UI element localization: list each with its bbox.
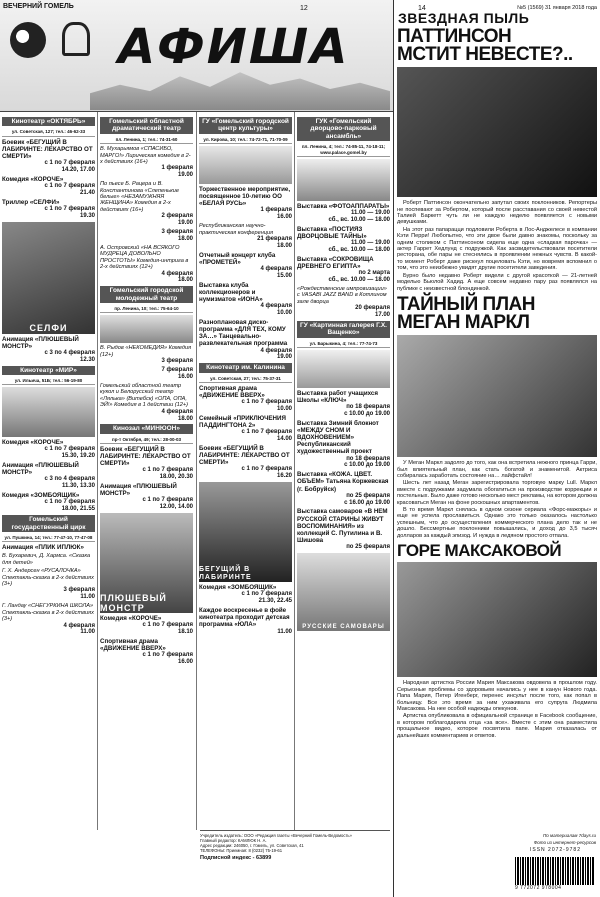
page-number-left: 12 [300, 5, 308, 12]
listing: 7 февраля 16.00 [161, 367, 193, 381]
listing: Триллер «СЕЛФИ» с 1 по 7 февраля 19.30 [2, 198, 95, 219]
palace-photo [297, 159, 390, 201]
venue-address: ул. Барыкина, 4; тел.: 77-74-73 [297, 340, 390, 348]
listing: Комедия «КОРОЧЕ» с 1 по 7 февраля 18.10 [100, 615, 193, 636]
listing: Комедия «ЗОМБОЯЩИК» с 1 по 7 февраля 21.30, 22.45 [199, 584, 292, 605]
listing: Анимация «ПЛЮШЕВЫЙ МОНСТР» с 1 по 7 февраля 12.00, 14.00 [100, 483, 193, 511]
listing: Семейный «ПРИКЛЮЧЕНИЯ ПАДДИНГТОНА 2» с 1 по 7 февраля 14.00 [199, 415, 292, 443]
imprint [200, 830, 390, 862]
listing: Комедия «ЗОМБОЯЩИК» с 1 по 7 февраля 18.00, 21.55 [2, 492, 95, 513]
venue-title: Гомельский городской молодежный театр [100, 286, 193, 303]
listing: Выставка работ учащихся Школы «КЛЮЧ» по 18 февраля с 10.00 до 19.00 [297, 389, 390, 418]
listing: В. Бухаревич, Д. Хармса. «Сказка для детей» [2, 553, 91, 566]
lyre-icon [62, 22, 90, 56]
venue-address: ул. Пушкина, 14; тел.: 77-47-10, 77-47-08 [2, 534, 95, 542]
listing: Разноплановая диско-программа «ДЛЯ ТЕХ, КОМУ ЗА…» Танцевально-развлекательная программа 4 февраля 19.00 [199, 319, 292, 361]
column-2 [100, 117, 193, 829]
article-1-paragraph: Бурно было недавно Роберт видели с другой красоткой — 21-летней моделью Бьюлой Хадид. А еще совсем недавно пару раз появлялся на публике с неизвестной блондинкой. [397, 272, 597, 292]
article-3-paragraph: Артистка опубликовала в официальной странице в Facebook сообщение, в котором поблагодарила отца «за все». Вместе с этим она разместила прощальное видео, которое посвятила папе. Мария отказалась от дальнейших комментариев и ответов. [397, 713, 597, 739]
listing: А. Островский «НА ВСЯКОГО МУДРЕЦА ДОВОЛЬНО ПРОСТОТЫ» Комедия-интрига в 2-х действиях (12+) 4 февраля 18.00 [100, 244, 193, 284]
barcode [515, 857, 595, 885]
listing: В. Рыдов «НЕКОМЕДИЯ» Комедия (12+) 3 февраля [100, 345, 193, 365]
movie-poster: БЕГУЩИЙ В ЛАБИРИНТЕ [199, 482, 292, 582]
listing: Комедия «КОРОЧЕ» с 1 по 7 февраля 15.30, 19.20 [2, 439, 95, 460]
photo-credit: Фото из интернет-ресурсов [533, 840, 596, 845]
article-3-paragraph: Народная артистка России Мария Максакова овдовела в прошлом году. Серьезные проблемы со здоровьем начались у нее в канун Нового года. Папа Мария, Петер Игенберг, перенес инсульт после того, как попал в больницу. Все это время за ним ухаживала его супруга Людмила Максакова. На нее особой надежды опекунов. [397, 680, 597, 712]
listing: Гомельский областной театр кукол и Белорусский театр «Лялька» (Витебск) «ОПА, ОПА, ЭЙ!» Комедия в 1 действии (12+) 4 февраля 18.00 [100, 382, 193, 422]
listing: Спортивная драма «ДВИЖЕНИЕ ВВЕРХ» с 1 по 7 февраля 16.00 [100, 638, 193, 666]
article-2-headline-2: МЕГАН МАРКЛ [397, 312, 530, 334]
listing: Каждое воскресенье в фойе кинотеатра проходит детская программа «ЮЛА» 11.00 [199, 607, 292, 635]
venue-title: Кинотеатр «ОКТЯБРЬ» [2, 117, 95, 126]
venue-address: пр. Ленина, 10; тел.: 75-64-10 [100, 305, 193, 313]
movie-poster: СЕЛФИ [2, 222, 95, 334]
maksakova-photo [397, 562, 597, 677]
imprint-founder: Учредитель издатель: ООО «Редакция газеты «Вечерний Гомель-Ведомость» [200, 833, 352, 838]
movie-poster: ПЛЮШЕВЫЙ МОНСТР [100, 513, 193, 613]
venue-address: пл. Ленина, 1; тел.: 74-31-60 [100, 136, 193, 144]
listing: Анимация «ПЛЮШЕВЫЙ МОНСТР» с 3 по 4 февраля 12.30 [2, 335, 95, 363]
column-1 [2, 117, 95, 829]
venue-title: Кинозал «МИНЮОН» [100, 424, 193, 433]
listing: Боевик «БЕГУЩИЙ В ЛАБИРИНТЕ: ЛЕКАРСТВО ОТ СМЕРТИ» с 1 по 7 февраля 18.00, 20.30 [100, 446, 193, 481]
venue-title: Кинотеатр им. Калинина [199, 363, 292, 372]
listing: Выставка «ФОТОАППАРАТЫ» 11.00 — 19.00 сб., вс. 10.00 — 18.00 [297, 202, 390, 223]
article-1-paragraph: На этот раз папарацци подловили Роберта в Лос-Анджелесе в компании Кэти Перри! Любопытно, что эти двое были давно знакомы, поскольку за одним столиком с Паттинсоном сидела еще одна «сладкая парочка» — актер Гаррет Хедлунд с подружкой. Как засвидетельствовали посетители ресторана, обе пары не стеснялись в проявлении нежных чувств. В какой-то момент Роберт даже рискнул поцеловать Кэти, но вовремя вспомнил о том, что это неизбежно увидят другие посетители заведения. [397, 226, 597, 272]
page-title: АФИША [118, 19, 350, 75]
listing: Выставка самоваров «В НЕМ РУССКОЙ СТАРИНЫ ЖИВУТ ВОСПОМИНАНИЯ» из коллекций С. Путилина и В. Шишова по 25 февраля [297, 508, 390, 551]
theatre-photo [100, 315, 193, 343]
venue-title: Кинотеатр «МИР» [2, 366, 95, 375]
culture-center-photo [199, 146, 292, 184]
column-3 [199, 117, 292, 829]
venue-address: ул. Кирова, 10; тел.: 74-72-71, 71-70-09 [199, 136, 292, 144]
article-3-headline: ГОРЕ МАКСАКОВОЙ [397, 541, 562, 561]
imprint-phones: ТЕЛЕФОНЫ: Приемная: 8 (0232) 75-19-61 [200, 848, 283, 854]
listing: Боевик «БЕГУЩИЙ В ЛАБИРИНТЕ: ЛЕКАРСТВО ОТ СМЕРТИ» с 1 по 7 февраля 14.20, 17.00 [2, 138, 95, 173]
meghan-markle-photo [397, 335, 597, 457]
listing: Комедия «КОРОЧЕ» с 1 по 7 февраля 21.40 [2, 175, 95, 196]
star-dust-section [397, 28, 597, 828]
article-1-headline: ПАТТИНСОН [397, 28, 512, 47]
exhibition-poster: РУССКИЕ САМОВАРЫ [297, 553, 390, 631]
venue-address: ул. Советская, 127; тел.: 46-62-33 [2, 128, 95, 136]
venue-address: пр-т Октября, 49; тел.: 28-00-03 [100, 436, 193, 444]
article-2-headline: ТАЙНЫЙ ПЛАН [397, 294, 535, 315]
page-number-right: 14 [418, 5, 426, 12]
venue-title: ГУ «Картинная галерея Г.Х. Ващенко» [297, 321, 390, 338]
listing: Торжественное мероприятие, посвященное 10-летию ОО «БЕЛАЯ РУСЬ» 1 февраля 16.00 [199, 186, 292, 221]
cinema-building-photo [2, 387, 95, 437]
listing: Отчетный концерт клуба «ПРОМЕТЕЙ» 4 февраля 15.00 [199, 251, 292, 280]
venue-address: ул. Советская, 27; тел.: 75-37-31 [199, 375, 292, 383]
article-2-paragraph: У Меган Маркл задолго до того, как она встретила нежного принца Гарри, был влиятельный план, как стать богатой и знаменитой. Актриса собиралась заработать состояние на… лайфстайл! [397, 460, 597, 479]
subscription-index: Подписной индекс - 63899 [200, 855, 272, 862]
listing: Выставка «СОКРОВИЩА ДРЕВНЕГО ЕГИПТА» по 2 марта сб., вс. 10.00 — 18.00 [297, 255, 390, 283]
section-title: ЗВЕЗДНАЯ ПЫЛЬ [398, 10, 530, 26]
article-1-headline-2: МСТИТ НЕВЕСТЕ?.. [397, 44, 573, 66]
article-2-paragraph: В то время Маркл снялась в одном сезоне сериала «Форс-мажоры» и еще не успела прославиться. Однако это только оказалось настолько успешным, что до осуществления коммерческого плана дело так и не дошло. Бессмертные поклонники повышались, и доход до 3,5 тысяч долларов за каждый эпизод. И нужда в ледяном простого отпала. [397, 507, 597, 539]
listing: Боевик «БЕГУЩИЙ В ЛАБИРИНТЕ: ЛЕКАРСТВО ОТ СМЕРТИ» с 1 по 7 февраля 16.20 [199, 445, 292, 480]
pattinson-perry-photo [397, 67, 597, 197]
newspaper-name: ВЕЧЕРНИЙ ГОМЕЛЬ [3, 3, 74, 10]
venue-address: ул. Ильича, 51Б; тел.: 56-19-80 [2, 377, 95, 385]
column-4 [297, 117, 390, 829]
listing: Выставка «ПОСТИЯЗ ДВОРЦОВЫЕ ТАЙНЫ» 11.00 — 19.00 сб., вс. 10.00 — 18.00 [297, 225, 390, 253]
issue-info: №5 (1569) 31 января 2018 года [517, 5, 597, 11]
listing: Выставка клуба коллекционеров и нумизматов «ИОНА» 4 февраля 10.00 [199, 281, 292, 317]
barcode-number: 9 772072 978004 [515, 885, 562, 891]
listing: Выставка «КОЖА. ЦВЕТ. ОБЪЕМ» Татьяна Коржевская (г. Бобруйск) по 25 февраля с 16.00 до 19.00 [297, 471, 390, 506]
venue-title: Гомельский областной драматический театр [100, 117, 193, 134]
source-credit: По материалам 7days.ru [543, 833, 596, 838]
listing: Республиканская научно-практическая конференция 21 февраля 18.00 [199, 223, 292, 249]
listing: Выставка Зимний блокнот «МЕЖДУ СНОМ И ВДОХНОВЕНИЕМ» Республиканский художественный проект по 18 февраля с 10.00 до 19.00 [297, 419, 390, 469]
issn: ISSN 2072-9782 [530, 847, 581, 853]
listing: «Рождественские импровизации» с VASABI JAZZ BAND в Котлином зале дворца 20 февраля 17.00 [297, 285, 390, 318]
listing: Г. Х. Андерсен «РУСАЛОЧКА» Спектакль-сказка в 2-х действиях (3+) 3 февраля 11.00 [2, 568, 95, 601]
venue-title: ГУК «Гомельский дворцово-парковый ансамбль» [297, 117, 390, 141]
listing: Анимация «ПЛИК ИПЛЮК» [2, 544, 84, 552]
gallery-photo [297, 350, 390, 388]
article-2-paragraph: Шесть лет назад Меган зарегистрировала торговую марку Lull. Маркл вместе с подружками задумала обогатиться на производстве коррекции и постельных. Было даже готово несколько мест рекламы, на котором должна красоваться Меган на фоне роскошных апартаментов. [397, 480, 597, 506]
imprint-editor: Главный редактор: КАМЛЮК Н. А. [200, 838, 267, 844]
listing: 3 февраля 18.00 [161, 229, 193, 242]
listing: В. Мухарьямов «СПАСИБО, МАРГО!» Лирическая комедия в 2-х действиях (16+) 1 февраля 19.00 [100, 146, 193, 179]
listing: Спортивная драма «ДВИЖЕНИЕ ВВЕРХ» с 1 по 7 февраля 10.00 [199, 385, 292, 413]
listing: Г. Ландау «СНЕГУРКИНА ШКОЛА» Спектакль-сказка в 2-х действиях (3+) 4 февраля 11.00 [2, 603, 95, 636]
venue-title: Гомельский государственный цирк [2, 515, 95, 532]
listing: Анимация «ПЛЮШЕВЫЙ МОНСТР» с 3 по 4 февраля 11.30, 13.30 [2, 462, 95, 490]
theatre-masks-icon [10, 22, 46, 58]
article-1-paragraph: Роберт Паттинсон окончательно запутал своих поклонников. Репортеры не поспевают за Робертом, который после расставания со своей невестой Талией Баркетт чуть ли не каждую неделю появляется с новыми девушками. [397, 200, 597, 226]
venue-address: пл. Ленина, 4; тел.: 74-85-11, 74-18-11; www.palace.gomel.by [297, 143, 390, 156]
venue-title: ГУ «Гомельский городской центр культуры» [199, 117, 292, 134]
listing: По пьесе Б. Рацера и В. Константинова «Слепенькие белые» «НЕЗАМУЖНЯЯ ЖЕНЩИНА» Комедия в 2-х действиях (16+) 2 февраля 19.00 [100, 181, 193, 227]
imprint-address: Адрес редакции: 246050, г. Гомель, ул. Советская, 41 [200, 843, 304, 849]
